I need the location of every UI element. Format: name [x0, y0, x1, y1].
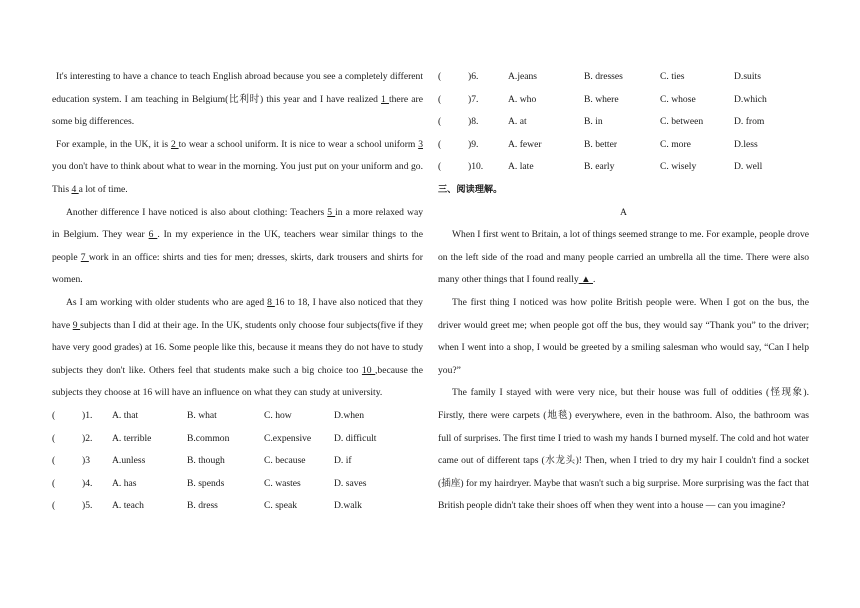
text: . In my experience in the UK, teachers wear similar things to the people: [52, 229, 423, 263]
option-c: C. because: [264, 455, 306, 467]
option-c: C. wastes: [264, 477, 301, 489]
blank-5: 5: [327, 206, 336, 218]
question-number: )1.: [82, 409, 93, 421]
blank-3: 3: [418, 138, 423, 150]
option-b: B. where: [584, 93, 619, 105]
answer-paren[interactable]: (: [52, 477, 56, 489]
text: Another difference I have noticed is also about clothing: Teachers: [66, 206, 328, 218]
text: When I first went to Britain, a lot of things seemed strange to me. For example, people drove on the left side of the road and many people carried an umbrella all the time. There were also many other things that I found really: [438, 229, 810, 286]
option-a: A. terrible: [112, 432, 152, 444]
text: subjects than I did at their age. In the UK, students only choose four subjects(five if they have very good grades) at 16. Some people like this, because it means they do not have to study subjects they don't like. Others feel that students make such a big choice too: [52, 319, 423, 376]
option-a: A. teach: [112, 500, 144, 512]
option-c: C. wisely: [660, 161, 697, 173]
question-number: )2.: [82, 432, 93, 444]
option-d: D.which: [734, 93, 767, 105]
section-heading: 三、阅读理解。: [438, 183, 503, 195]
option-b: B. in: [584, 116, 603, 128]
option-c: C.expensive: [264, 432, 312, 444]
blank-2: 2: [170, 138, 179, 150]
left-column: [52, 66, 423, 518]
blank-4: 4: [71, 183, 79, 195]
option-d: D. saves: [334, 477, 367, 489]
answer-paren[interactable]: (: [438, 116, 442, 128]
text: For example, in the UK, it is: [56, 138, 171, 150]
cloze-paragraph-1: [52, 66, 423, 134]
option-a: A.unless: [112, 455, 146, 467]
answer-paren[interactable]: (: [438, 138, 442, 150]
question-row: [52, 473, 423, 496]
option-b: B. better: [584, 138, 618, 150]
option-b: B. dress: [187, 500, 218, 512]
blank-8: 8: [267, 296, 275, 308]
text: ,because the subjects they choose at 16 will have an influence on what they can study at university.: [52, 364, 423, 399]
blank-9: 9: [72, 319, 81, 331]
option-c: C. whose: [660, 93, 696, 105]
answer-paren[interactable]: (: [52, 432, 56, 444]
text: in a more relaxed way in Belgium. They wear: [52, 206, 423, 241]
answer-paren[interactable]: (: [438, 93, 442, 105]
option-d: D.when: [334, 409, 365, 421]
text: there are some big differences.: [52, 93, 423, 128]
option-b: B. though: [187, 455, 225, 467]
text: As I am working with older students who are aged: [66, 296, 268, 308]
cloze-paragraph-3: [52, 202, 423, 292]
blank-1: 1: [381, 93, 389, 105]
question-list-6-10: [438, 66, 809, 179]
question-list-1-5: [52, 405, 423, 518]
question-number: )10.: [468, 161, 484, 173]
option-d: D. from: [734, 116, 765, 128]
text: 16 to 18, I have also noticed that they have: [52, 296, 423, 331]
text: to wear a school uniform. It is nice to wear a school uniform: [178, 138, 419, 150]
question-row: [52, 405, 423, 428]
question-number: )8.: [468, 116, 479, 128]
option-d: D. if: [334, 455, 352, 467]
option-b: B. dresses: [584, 71, 623, 82]
text: work in an office: shirts and ties for men; dresses, skirts, dark trousers and shirts for women.: [52, 251, 423, 286]
question-row: [438, 111, 809, 134]
answer-paren[interactable]: (: [52, 455, 56, 467]
question-number: )6.: [468, 71, 479, 82]
question-number: )9.: [468, 138, 479, 150]
option-a: A. has: [112, 477, 137, 489]
text: .: [592, 274, 596, 286]
option-c: C. how: [264, 409, 292, 421]
answer-paren[interactable]: (: [52, 409, 56, 421]
cloze-paragraph-4: [52, 292, 423, 405]
question-row: [52, 495, 423, 518]
option-a: A. late: [508, 161, 534, 173]
blank-6: 6: [148, 229, 158, 241]
reading-paragraph-3: The family I stayed with were very nice, but their house was full of oddities (怪现象). Firstly, there were carpets (地毯) everywhere, even in the bathroom. Also, the bathroom was full of surprises. The first time I tried to wash my hands I burned myself. The cold and hot water came out of different taps (水龙头)! Then, when I tried to dry my hair I couldn't find a socket (插座) for my hairdryer. Maybe that wasn't such a big surprise. More surprising was the fact that British people didn't take their shoes off when they went into a house — can you imagine?: [438, 387, 809, 512]
option-a: A. who: [508, 93, 537, 105]
option-d: D.suits: [734, 71, 761, 82]
option-c: C. between: [660, 116, 704, 128]
option-a: A. fewer: [508, 138, 542, 150]
option-a: A. at: [508, 116, 527, 128]
option-a: A. that: [112, 409, 139, 421]
option-b: B. early: [584, 161, 615, 173]
question-row: [52, 428, 423, 451]
option-c: C. more: [660, 138, 691, 150]
reading-paragraph-2: The first thing I noticed was how polite British people were. When I got on the bus, the driver would greet me; when people got off the bus, they would say “Thank you” to the driver; when I went into a shop, I would be greeted by a smiling salesman who would say, “Can I help you?”: [438, 296, 809, 376]
option-d: D. difficult: [334, 432, 377, 444]
question-row: [52, 450, 423, 473]
blank-10: 10: [361, 364, 376, 376]
answer-paren[interactable]: (: [438, 71, 442, 82]
passage-label: A: [620, 206, 627, 218]
blank-7: 7: [80, 251, 89, 263]
option-c: C. ties: [660, 71, 685, 82]
question-row: [438, 89, 809, 112]
option-d: D.less: [734, 138, 758, 150]
cloze-paragraph-2: [52, 134, 423, 202]
text: a lot of time.: [78, 183, 128, 195]
option-a: A.jeans: [508, 71, 538, 82]
reading-paragraph-1: [438, 224, 809, 292]
answer-paren[interactable]: (: [438, 161, 442, 173]
option-d: D.walk: [334, 500, 362, 512]
text: you don't have to think about what to wear in the morning. You just put on your uniform and go. This: [52, 161, 423, 195]
question-number: )4.: [82, 477, 93, 489]
blank-triangle: ▲: [578, 274, 593, 286]
question-number: )3: [82, 455, 90, 467]
question-number: )5.: [82, 500, 93, 512]
text: It's interesting to have a chance to teach English abroad because you see a completely different education system. I am teaching in Belgium(比利时) this year and I have realized: [52, 71, 423, 105]
option-b: B. spends: [187, 477, 225, 489]
option-b: B.common: [187, 432, 230, 444]
option-b: B. what: [187, 409, 217, 421]
right-column: [438, 66, 809, 518]
answer-paren[interactable]: (: [52, 500, 56, 512]
question-number: )7.: [468, 93, 479, 105]
question-row: [438, 134, 809, 157]
question-row: [438, 156, 809, 179]
option-c: C. speak: [264, 500, 298, 512]
option-d: D. well: [734, 161, 763, 173]
question-row: [438, 66, 809, 89]
